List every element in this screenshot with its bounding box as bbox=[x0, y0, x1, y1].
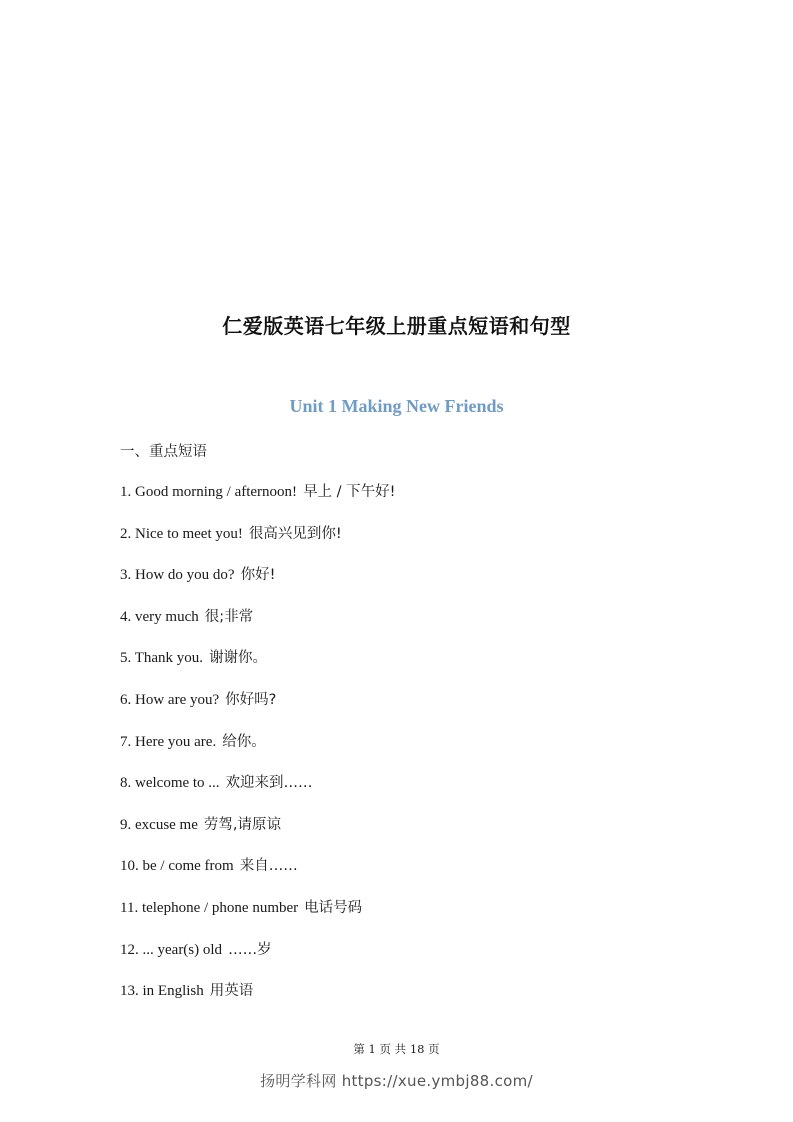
phrase-english: 1. Good morning / afternoon! bbox=[120, 484, 298, 500]
phrase-english: 9. excuse me bbox=[120, 816, 198, 833]
phrase-chinese: 来自…… bbox=[239, 858, 298, 875]
list-item bbox=[120, 856, 395, 898]
phrase-chinese: 早上 / 下午好! bbox=[303, 484, 396, 500]
list-item bbox=[120, 981, 395, 1023]
phrase-english: 10. be / come from bbox=[120, 858, 234, 875]
phrase-list bbox=[120, 482, 395, 1023]
phrase-chinese: 电话号码 bbox=[304, 899, 363, 916]
phrase-chinese: 欢迎来到…… bbox=[225, 775, 313, 792]
document-title: 仁爱版英语七年级上册重点短语和句型 bbox=[222, 314, 571, 338]
phrase-english: 4. very much bbox=[120, 608, 199, 625]
phrase-chinese: 你好! bbox=[240, 567, 276, 584]
phrase-chinese: 谢谢你。 bbox=[209, 650, 268, 667]
phrase-chinese: ……岁 bbox=[228, 941, 272, 958]
phrase-english: 6. How are you? bbox=[120, 691, 220, 708]
phrase-english: 5. Thank you. bbox=[120, 650, 204, 667]
phrase-chinese: 你好吗? bbox=[225, 691, 277, 708]
phrase-chinese: 劳驾,请原谅 bbox=[203, 816, 281, 833]
phrase-english: 8. welcome to ... bbox=[120, 775, 220, 792]
list-item bbox=[120, 482, 395, 524]
phrase-english: 11. telephone / phone number bbox=[120, 899, 299, 916]
phrase-chinese: 用英语 bbox=[209, 983, 254, 1000]
phrase-english: 3. How do you do? bbox=[120, 567, 235, 584]
list-item bbox=[120, 940, 395, 982]
phrase-english: 12. ... year(s) old bbox=[120, 941, 223, 958]
phrase-english: 7. Here you are. bbox=[120, 733, 217, 750]
phrase-chinese: 很高兴见到你! bbox=[248, 525, 342, 542]
list-item bbox=[120, 565, 395, 607]
list-item bbox=[120, 898, 395, 940]
phrase-chinese: 很;非常 bbox=[204, 608, 254, 625]
list-item bbox=[120, 524, 395, 566]
unit-heading: Unit 1 Making New Friends bbox=[289, 396, 504, 416]
list-item bbox=[120, 690, 395, 732]
list-item bbox=[120, 732, 395, 774]
phrase-english: 13. in English bbox=[120, 983, 204, 1000]
section-heading: 一、重点短语 bbox=[120, 444, 207, 460]
page-number: 第 1 页 共 18 页 bbox=[353, 1042, 440, 1056]
phrase-english: 2. Nice to meet you! bbox=[120, 525, 243, 542]
list-item bbox=[120, 815, 395, 857]
list-item bbox=[120, 773, 395, 815]
phrase-chinese: 给你。 bbox=[222, 733, 266, 750]
list-item bbox=[120, 648, 395, 690]
watermark: 扬明学科网 https://xue.ymbj88.com/ bbox=[260, 1072, 533, 1090]
list-item bbox=[120, 607, 395, 649]
